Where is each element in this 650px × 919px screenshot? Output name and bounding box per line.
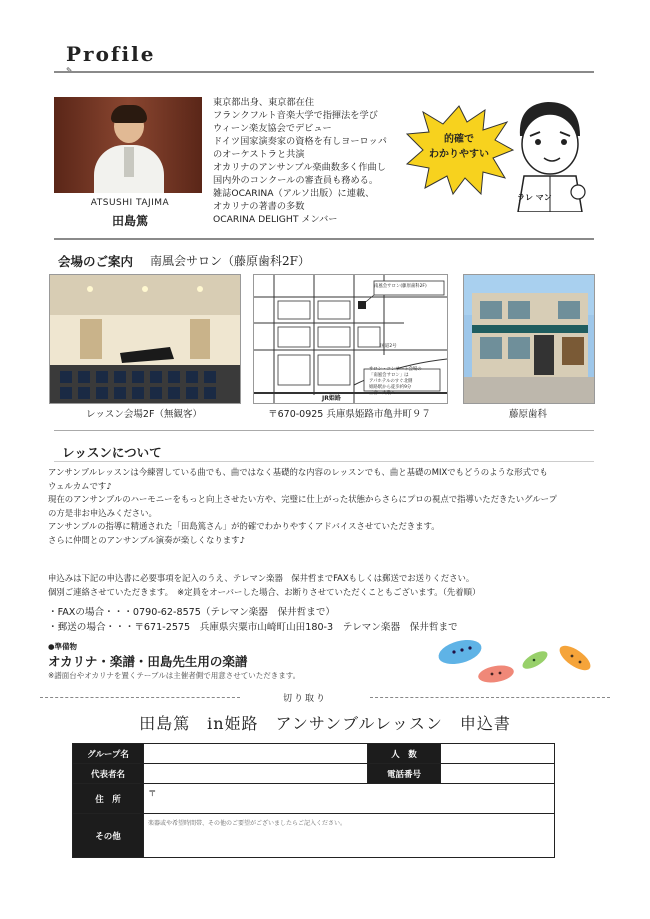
phone-field[interactable] xyxy=(441,764,555,784)
bio-line: 国内外のコンクールの審査員も務める。 xyxy=(213,175,379,186)
venue-map xyxy=(253,274,448,404)
building-photo xyxy=(463,274,595,404)
rep-label: 代表者名 xyxy=(73,764,144,784)
other-placeholder: 楽器或や希望時間帯、その他のご要望がございましたらご記入ください。 xyxy=(148,820,347,827)
cut-label: 切り取り xyxy=(282,694,327,704)
profile-title: Profile xyxy=(66,42,156,66)
lesson-line: アンサンブルの指導に精通された「田島篤さん」が的確でわかりやすくアドバイスさせていただきます。 xyxy=(48,521,440,532)
apply-line: 個別ご連絡させていただきます。 ※定員をオーバーした場合、お断りさせていただくこともございます。（先着順） xyxy=(48,586,481,597)
lesson-paragraph xyxy=(48,466,557,548)
venue-heading: 会場のご案内 xyxy=(58,254,134,269)
address-caption: 〒670-0925 兵庫県姫路市亀井町９７ xyxy=(268,409,431,420)
address-label: 住 所 xyxy=(73,784,144,814)
post-info: ・郵送の場合・・・〒671-2575 兵庫県宍粟市山崎町山田180-3 テレマン楽器 保井哲まで xyxy=(48,622,458,633)
cut-line-left xyxy=(40,697,240,698)
lesson-line: アンサンブルレッスンは今練習している曲でも、曲ではなく基礎的な内容のレッスンでも、曲と基礎のMIXでもどうのような形式でも xyxy=(48,467,548,477)
bio xyxy=(213,96,413,226)
bio-line: ドイツ国家演奏家の資格を有しヨーロッパ xyxy=(213,136,387,147)
bio-line: 雑誌OCARINA（アルソ出版）に連載、 xyxy=(213,188,375,199)
application-form xyxy=(72,743,555,858)
postal-mark: 〒 xyxy=(148,789,157,799)
people-count-field[interactable] xyxy=(441,744,555,764)
cut-line-right xyxy=(370,697,610,698)
map-station-label: JR姫路 xyxy=(322,395,341,402)
map-callout-3: 「南風会サロン」は xyxy=(369,373,409,378)
lesson-line: さらに仲間とのアンサンブル演奏が楽しくなります♪ xyxy=(48,534,245,545)
lesson-heading: レッスンについて xyxy=(62,445,162,460)
lesson-line: ウェルカムです♪ xyxy=(48,480,112,491)
bio-line: オカリナの著書の多数 xyxy=(213,201,305,212)
map-callout-6: 三音・大歌へ xyxy=(369,391,396,396)
mascot-label: ラレ マン xyxy=(517,193,552,202)
other-label: その他 xyxy=(73,814,144,858)
profile-photo xyxy=(54,97,202,193)
form-title: 田島篤 in姫路 アンサンブルレッスン 申込書 xyxy=(139,714,511,733)
bring-items: オカリナ・楽譜・田島先生用の楽譜 xyxy=(48,654,248,669)
map-callout-5: 姫路駅から徒歩約9分 xyxy=(369,385,412,390)
lesson-line: の方是非お申込みください。 xyxy=(48,507,157,518)
bio-line: のオーケストラと共演 xyxy=(213,149,305,160)
bring-label: ●準備物 xyxy=(48,642,78,651)
bio-line: 東京都出身、東京都在住 xyxy=(213,97,315,108)
profile-rule xyxy=(54,71,594,73)
name-jp: 田島篤 xyxy=(111,214,148,228)
other-field[interactable] xyxy=(144,814,555,858)
salon-photo xyxy=(49,274,241,404)
bio-line: OCARINA DELIGHT メンバー xyxy=(213,214,338,225)
rep-name-field[interactable] xyxy=(144,764,368,784)
lesson-heading-rule xyxy=(54,461,594,462)
profile-bottom-rule xyxy=(54,238,594,240)
apply-instructions xyxy=(48,572,480,599)
bio-line: ウィーン楽友協会でデビュー xyxy=(213,123,332,134)
ocarina-illustration xyxy=(430,632,602,688)
bio-line: オカリナのアンサンブル楽曲数多く作曲し xyxy=(213,162,386,173)
salon-caption: レッスン会場2F（無観客） xyxy=(86,409,202,420)
group-label: グループ名 xyxy=(73,744,144,764)
map-road-label: 国道2号 xyxy=(380,344,397,349)
apply-line: 申込みは下記の申込書に必要事項を記入のうえ、テレマン楽器 保井哲までFAXもしくは郵送でお送りください。 xyxy=(48,573,475,583)
bring-note: ※譜面台やオカリナを置くテーブルは主催者側で用意させていただきます。 xyxy=(48,671,301,680)
address-field[interactable] xyxy=(144,784,555,814)
people-label: 人 数 xyxy=(368,744,441,764)
burst-text-2: わかりやすい xyxy=(429,149,489,160)
venue-name: 南風会サロン（藤原歯科2F） xyxy=(150,254,310,268)
lesson-line: 現在のアンサンブルのハーモニーをもっと向上させたい方や、完璧に仕上がった状態からさらにプロの視点で指導いただきたいグループ xyxy=(48,494,557,505)
map-callout-2: サロン・コンサート会場の xyxy=(369,367,422,372)
burst-text-1: 的確で xyxy=(444,134,474,145)
name-en: ATSUSHI TAJIMA xyxy=(90,198,170,208)
map-callout-4: アパホテルのすぐ北側 xyxy=(369,379,413,384)
building-caption: 藤原歯科 xyxy=(508,409,547,420)
phone-label: 電話番号 xyxy=(368,764,441,784)
map-callout-top: 南風会サロン(藤原歯科2F) xyxy=(374,284,427,289)
venue-bottom-rule xyxy=(54,430,594,431)
group-name-field[interactable] xyxy=(144,744,368,764)
fax-info: ・FAXの場合・・・0790-62-8575（テレマン楽器 保井哲まで） xyxy=(48,607,336,618)
bio-line: フランクフルト音楽大学で指揮法を学び xyxy=(213,110,378,121)
